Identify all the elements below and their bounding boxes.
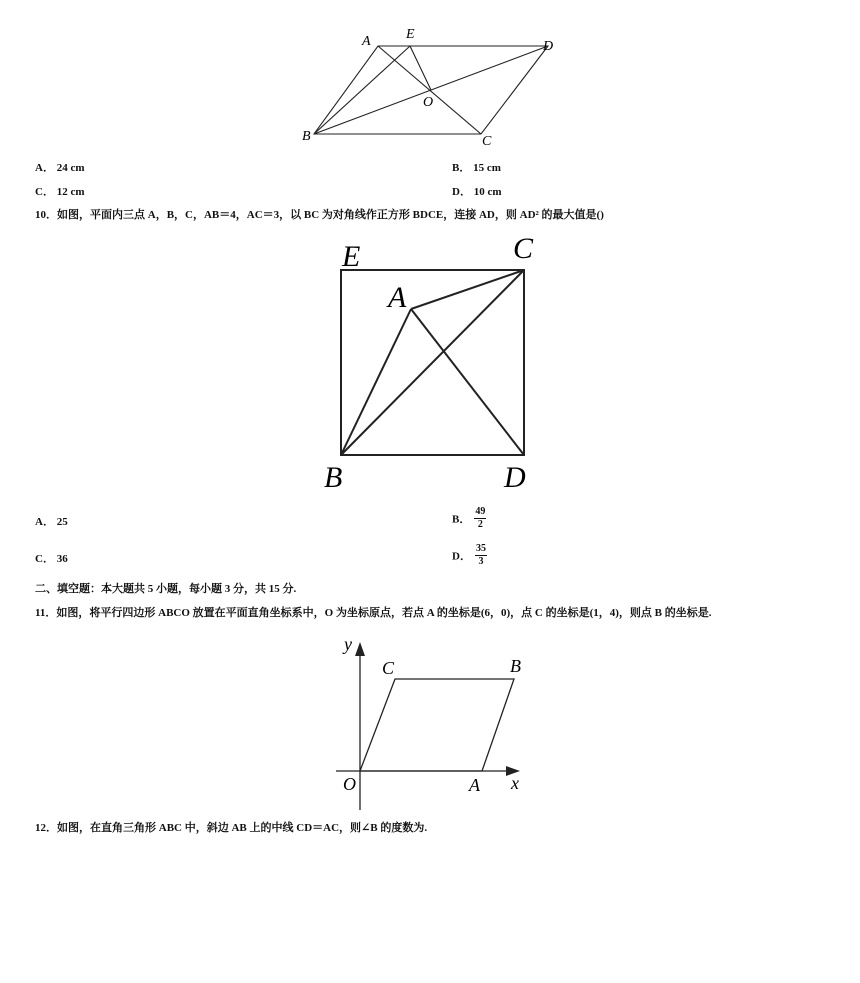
- label-c: C: [513, 232, 534, 265]
- q9-option-c: [35, 183, 85, 199]
- segment-ad: [411, 309, 524, 455]
- question-text: 如图，将平行四边形 ABCO 放置在平面直角坐标系中，O 为坐标原点，若点 A 的坐标是(6，0)，点 C 的坐标是(1，4)，则点 B 的坐标是.: [56, 607, 712, 619]
- q9-option-d: [452, 183, 502, 199]
- segment-ab: [341, 309, 411, 455]
- parallelogram-figure-1: [295, 20, 565, 150]
- option-letter: C．: [35, 553, 54, 565]
- diagonal-bc: [341, 270, 524, 455]
- label-a: A: [388, 281, 407, 314]
- option-text: 24 cm: [56, 162, 85, 174]
- fraction: [474, 506, 486, 531]
- question-number: 10．: [35, 209, 57, 221]
- option-letter: A．: [35, 516, 54, 528]
- q10-option-c: [35, 550, 68, 566]
- question-10: [35, 206, 604, 222]
- q10-option-d: [452, 543, 487, 568]
- option-letter: D．: [452, 186, 471, 198]
- label-b: B: [302, 129, 311, 144]
- option-letter: A．: [35, 162, 54, 174]
- label-d: D: [504, 461, 526, 494]
- q9-option-b: [452, 159, 501, 175]
- segment-eo: [410, 46, 431, 90]
- fraction-denominator: 3: [478, 556, 484, 567]
- label-b: B: [510, 656, 521, 676]
- option-text: 10 cm: [473, 186, 502, 198]
- label-e: E: [406, 27, 415, 42]
- option-letter: B．: [452, 162, 471, 174]
- fraction: [475, 543, 487, 568]
- parallelogram-abco: [360, 679, 514, 771]
- option-text: 12 cm: [56, 186, 85, 198]
- label-e: E: [342, 240, 361, 273]
- q10-option-b: [452, 506, 486, 531]
- label-c: C: [482, 134, 492, 149]
- segment-be: [314, 46, 410, 134]
- option-text: 25: [56, 516, 68, 528]
- label-d: D: [543, 39, 554, 54]
- fraction-numerator: 35: [475, 543, 486, 554]
- question-12: [35, 819, 427, 835]
- option-letter: C．: [35, 186, 54, 198]
- label-o: O: [343, 774, 356, 794]
- segment-ac: [411, 270, 524, 309]
- label-y: y: [344, 634, 352, 654]
- q9-option-a: [35, 159, 85, 175]
- coordinate-figure-q11: [330, 628, 530, 813]
- option-letter: B．: [452, 513, 471, 526]
- label-a: A: [469, 775, 480, 795]
- label-o: O: [423, 95, 434, 110]
- question-text: 如图，在直角三角形 ABC 中，斜边 AB 上的中线 CD＝AC，则∠B 的度数为.: [57, 822, 428, 834]
- label-a: A: [362, 34, 371, 49]
- fraction-denominator: 2: [477, 519, 483, 530]
- diagonal-ac: [378, 46, 481, 134]
- question-11: [35, 604, 712, 620]
- option-text: 36: [56, 553, 68, 565]
- section-2-title: 二、填空题：本大题共 5 小题，每小题 3 分，共 15 分.: [35, 583, 297, 595]
- y-axis-arrow: [355, 642, 365, 656]
- question-text: 如图，平面内三点 A，B，C，AB＝4，AC＝3，以 BC 为对角线作正方形 BDCE，连接 AD，则 AD² 的最大值是(): [57, 209, 604, 221]
- question-number: 12．: [35, 822, 57, 834]
- label-b: B: [324, 461, 343, 494]
- q10-option-a: [35, 513, 68, 529]
- option-letter: D．: [452, 550, 471, 563]
- question-number: 11．: [35, 607, 57, 619]
- label-x: x: [511, 773, 519, 793]
- label-c: C: [382, 658, 395, 678]
- fraction-numerator: 49: [475, 506, 486, 517]
- square-figure-q10: [318, 230, 548, 498]
- option-text: 15 cm: [473, 162, 501, 174]
